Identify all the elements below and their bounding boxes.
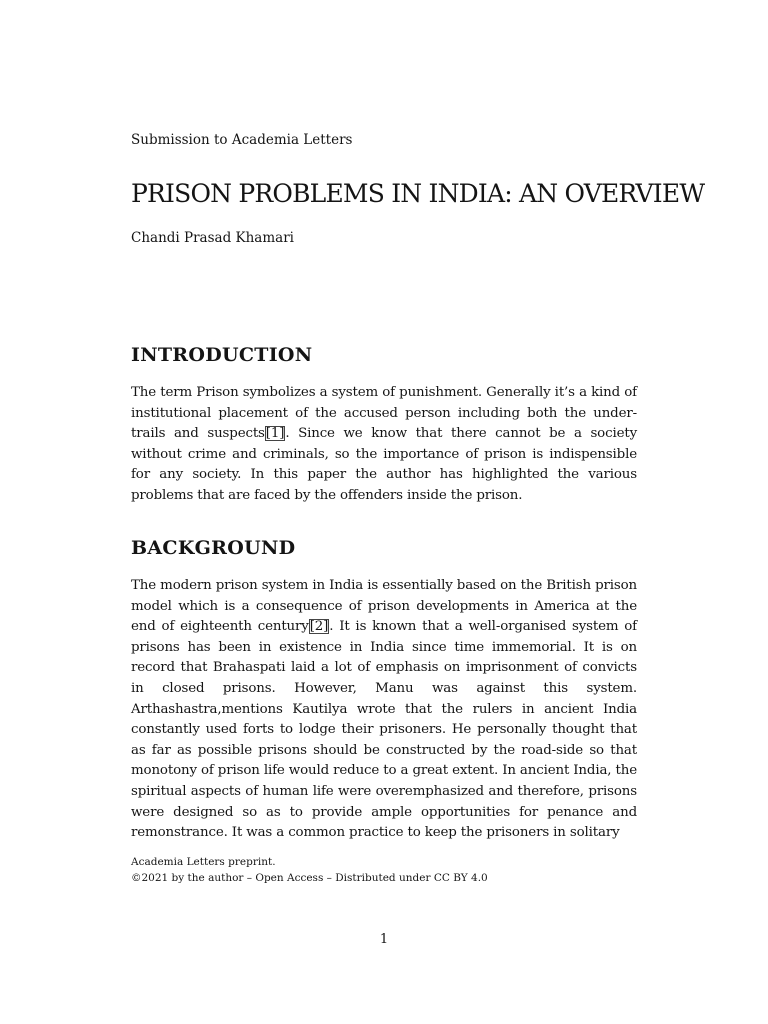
page-number: 1 bbox=[379, 932, 389, 947]
citation-link-2[interactable]: [2] bbox=[309, 619, 329, 635]
citation-link-1[interactable]: [1] bbox=[265, 426, 285, 442]
footer-license-note: ©2021 by the author – Open Access – Distributed under CC BY 4.0 bbox=[131, 872, 488, 884]
author-name: Chandi Prasad Khamari bbox=[131, 230, 294, 246]
background-paragraph bbox=[131, 576, 637, 844]
introduction-paragraph bbox=[131, 383, 637, 507]
background-text-part2: . It is known that a well-organised system of prisons has been in existence in India since time immemorial. It is on record that Brahaspati laid a lot of emphasis on imprisonment of convicts in closed prisons. However, Manu was against this system. Arthashastra,mentions Kautilya wrote that the rulers in ancient India constantly used forts to lodge their prisoners. He personally thought that as far as possible prisons should be constructed by the road-side so that monotony of prison life would reduce to a great extent. In ancient India, the spiritual aspects of human life were overemphasized and therefore, prisons were designed so as to provide ample opportunities for penance and remonstrance. It was a common practice to keep the prisoners in solitary bbox=[131, 619, 637, 841]
background-text-part1: The modern prison system in India is essentially based on the British prison model which is a consequence of prison developments in America at the end of eighteenth century bbox=[131, 578, 637, 635]
background-heading: BACKGROUND bbox=[131, 537, 296, 559]
introduction-heading: INTRODUCTION bbox=[131, 344, 313, 366]
introduction-text-part1: The term Prison symbolizes a system of punishment. Generally it’s a kind of institutional placement of the accused person including both the under-trails and suspects bbox=[131, 385, 637, 442]
introduction-text-part2: . Since we know that there cannot be a society without crime and criminals, so the importance of prison is indispensible for any society. In this paper the author has highlighted the various problems that are faced by the offenders inside the prison. bbox=[131, 426, 637, 503]
submission-label: Submission to Academia Letters bbox=[131, 132, 353, 148]
paper-title: PRISON PROBLEMS IN INDIA: AN OVERVIEW bbox=[131, 179, 705, 208]
footer-preprint-note: Academia Letters preprint. bbox=[131, 856, 276, 868]
